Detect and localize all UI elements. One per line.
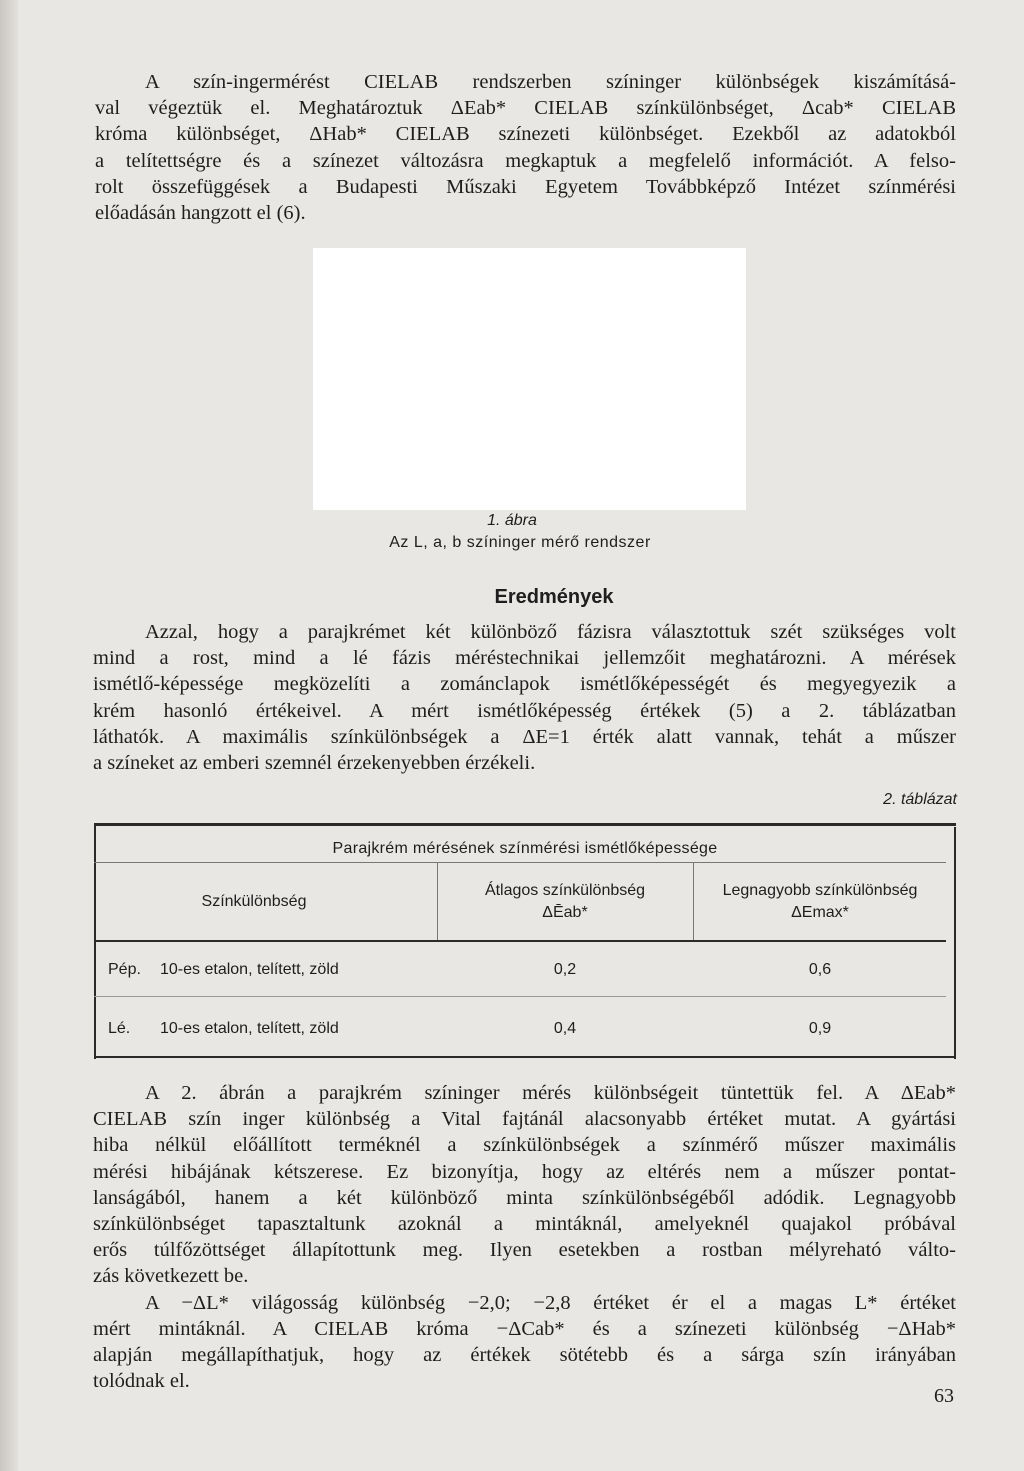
discussion-paragraph [93,1080,956,1394]
table-bottom-rule [94,1056,956,1058]
results-paragraph [93,619,956,776]
row-max: 0,9 [808,1020,832,1037]
intro-line: val végeztük el. Meghatároztuk ΔEab* CIELAB színkülönbséget, Δcab* CIELAB [95,97,956,120]
discussion-line: mérési hibájának kétszerese. Ez bizonyítja, hogy az eltérés nem a műszer pontat- [93,1160,956,1183]
intro-paragraph [95,69,956,226]
row-sample: 10-es etalon, telített, zöld [160,1020,339,1037]
discussion-line: erős túlfőzöttséget állapítottunk meg. Ilyen esetekben a rostban mélyreható válto- [93,1239,956,1262]
data-table [94,823,956,1059]
intro-line: króma különbséget, ΔHab* CIELAB színezeti különbséget. Ezekből az adatokból [95,123,956,146]
row-max: 0,6 [808,961,832,978]
results-line: láthatók. A maximális színkülönbségek a ΔE=1 érték alatt vannak, tehát a műszer [93,725,956,748]
figure-number: 1. ábra [487,512,537,529]
col-header-max [694,880,946,924]
intro-line: rolt összefüggések a Budapesti Műszaki Egyetem Továbbképző Intézet színmérési [95,175,956,198]
discussion-line: hiba nélkül előállított terméknél a színkülönbségek a színmérő műszer maximális [93,1134,956,1157]
discussion-line: alapján megállapíthatjuk, hogy az értékek sötétebb és a sárga szín irányában [93,1344,956,1367]
table-title-rule [94,862,946,863]
table-header-rule [94,940,946,942]
discussion-line: CIELAB szín inger különbség a Vital fajtánál alacsonyabb értéket mutat. A gyártási [93,1108,956,1131]
row-phase: Pép. [108,961,141,978]
figure-caption: Az L, a, b színinger mérő rendszer [389,534,651,551]
discussion-line: lanságából, hanem a két különböző minta színkülönbségéből adódik. Legnagyobb [93,1186,956,1209]
results-line: a színeket az emberi szemnél érzekenyebben érzékeli. [93,752,536,775]
results-line: ismétlő-képessége megközelíti a zománclapok ismétlőképességét és megyegyezik a [93,673,956,696]
page-edge [0,0,18,1471]
row-sample: 10-es etalon, telített, zöld [160,961,339,978]
discussion-line: tolódnak el. [93,1370,190,1393]
discussion-line: A −ΔL* világosság különbség −2,0; −2,8 értéket ér el a magas L* értéket [145,1291,956,1314]
table-top-rule [94,823,956,826]
discussion-line: mért mintáknál. A CIELAB króma −ΔCab* és a színezeti különbség −ΔHab* [93,1317,956,1340]
row-avg: 0,4 [553,1020,577,1037]
intro-line: a telítettségre és a színezet változásra megkaptuk a megfelelő információt. A felso- [95,149,956,172]
results-line: Azzal, hogy a parajkrémet két különböző fázisra választottuk szét szükséges volt [145,621,956,643]
page-number: 63 [934,1385,954,1407]
section-title: Eredmények [494,586,614,608]
discussion-line: A 2. ábrán a parajkrém színinger mérés különbségeit tüntettük fel. A ΔEab* [145,1082,956,1104]
discussion-line: színkülönbséget tapasztaltunk azoknál a mintáknál, amelyeknél quajakol próbával [93,1213,956,1236]
col-header-max-symbol: ΔEmax* [791,904,849,921]
row-avg: 0,2 [553,961,577,978]
results-line: krém hasonló értékeivel. A mért ismétlőképesség értékek (5) a 2. táblázatban [93,699,956,722]
results-line: mind a rost, mind a lé fázis méréstechnikai jellemzőit meghatározni. A mérések [93,647,956,670]
intro-line: A szín-ingermérést CIELAB rendszerben színinger különbségek kiszámításá- [145,71,956,93]
table-label: 2. táblázat [883,791,957,808]
col-header-max-label: Legnagyobb színkülönbség [722,882,918,899]
figure-image [313,248,746,510]
table-row-rule [94,996,946,997]
intro-line: előadásán hangzott el (6). [95,202,306,225]
discussion-line: zás következett be. [93,1265,249,1288]
col-header-difference: Színkülönbség [201,893,307,910]
table-right-rule [954,827,956,1059]
col-header-average [438,880,692,924]
col-header-average-label: Átlagos színkülönbség [484,882,646,899]
row-phase: Lé. [108,1020,131,1037]
col-header-average-symbol: ΔĒab* [542,904,588,921]
table-title: Parajkrém mérésének színmérési ismétlőképessége [332,840,718,857]
